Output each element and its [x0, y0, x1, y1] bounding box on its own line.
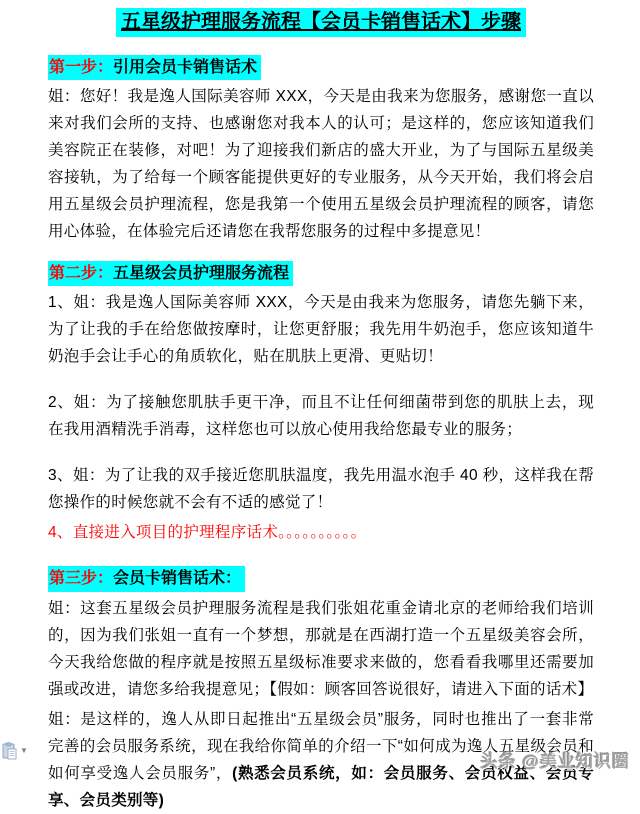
section-2-paragraph-2: 2、姐：为了接触您肌肤手更干净，而且不让任何细菌带到您的肌肤上去，现在我用酒精洗手消毒，这样您也可以放心使用我给您最专业的服务；: [48, 394, 594, 439]
section-3-paragraph-2-lead: 姐：是这样的，逸人从即日起推出“五星级会员”服务，同时也推出了一套非常完善的会员服务系统，现在我给你简单的介绍一下“如何成为逸人五星级会员和如何享受逸人会员服务”，: [48, 710, 594, 782]
section-2-paragraph-1: 1、姐：我是逸人国际美容师 XXX，今天是由我来为您服务，请您先躺下来，为了让我的手在给您做按摩时，让您更舒服；我先用牛奶泡手，您应该知道牛奶泡手会让手心的角质软化，贴在肌肤上更滑、更贴切！: [48, 294, 594, 366]
document-body: [48, 0, 594, 814]
section-2-step-label: 第二步：: [49, 265, 114, 283]
section-3-heading-highlight: [48, 566, 245, 591]
clipboard-paste-icon: [2, 742, 17, 760]
section-3-step-label: 第三步：: [49, 570, 114, 588]
page-title: 五星级护理服务流程【会员卡销售话术】步骤: [116, 8, 526, 37]
section-1-title-text: 引用会员卡销售话术: [113, 59, 258, 76]
section-3-paragraph-1: 姐：这套五星级会员护理服务流程是我们张姐花重金请北京的老师给我们培训的，因为我们张姐一直有一个梦想，那就是在西湖打造一个五星级美容会所，今天我给您做的程序就是按照五星级标准要求来做的，您看看我哪里还需要加强或改进，请您多给我提意见；【假如：顾客回答说很好，请进入下面的话术】: [48, 599, 594, 698]
section-2-paragraph-4-red: 4、直接进入项目的护理程序话术。。。。。。。。。。: [48, 524, 367, 542]
section-2-heading: [48, 261, 594, 286]
title-row: [48, 0, 594, 37]
section-1-paragraph: 姐：您好！我是逸人国际美容师 XXX，今天是由我来为您服务，感谢您一直以来对我们会所的支持、也感谢您对我本人的认可；是这样的，您应该知道我们美容院正在装修，对吧！为了迎接我们新店的盛大开业，为了与国际五星级美容接轨，为了给每一个顾客能提供更好的专业服务，从今天开始，我们将会启用五星级会员护理流程，您是我第一个使用五星级会员护理流程的顾客，请您用心体验，在体验完后还请您在我帮您服务的过程中多提意见！: [48, 88, 594, 241]
section-2-heading-highlight: [48, 261, 293, 286]
section-1-heading: [48, 55, 594, 80]
section-3-paragraph-2-bold: (熟悉会员系统，如：会员服务、会员权益、会员专享、会员类别等): [48, 764, 594, 809]
section-1-step-label: 第一步：: [49, 59, 114, 76]
section-2-paragraph-3: 3、姐：为了让我的双手接近您肌肤温度，我先用温水泡手 40 秒，这样我在帮您操作的时候您就不会有不适的感觉了！: [48, 467, 594, 512]
section-3-heading: [48, 566, 594, 591]
paste-options-button[interactable]: [2, 738, 32, 764]
section-2-title-text: 五星级会员护理服务流程: [113, 265, 290, 283]
section-3-title-text: 会员卡销售话术：: [113, 570, 242, 588]
section-1-heading-highlight: [48, 55, 261, 80]
watermark-text: 头条 @美业知识圈: [480, 752, 630, 771]
chevron-down-icon: ▼: [20, 746, 28, 755]
